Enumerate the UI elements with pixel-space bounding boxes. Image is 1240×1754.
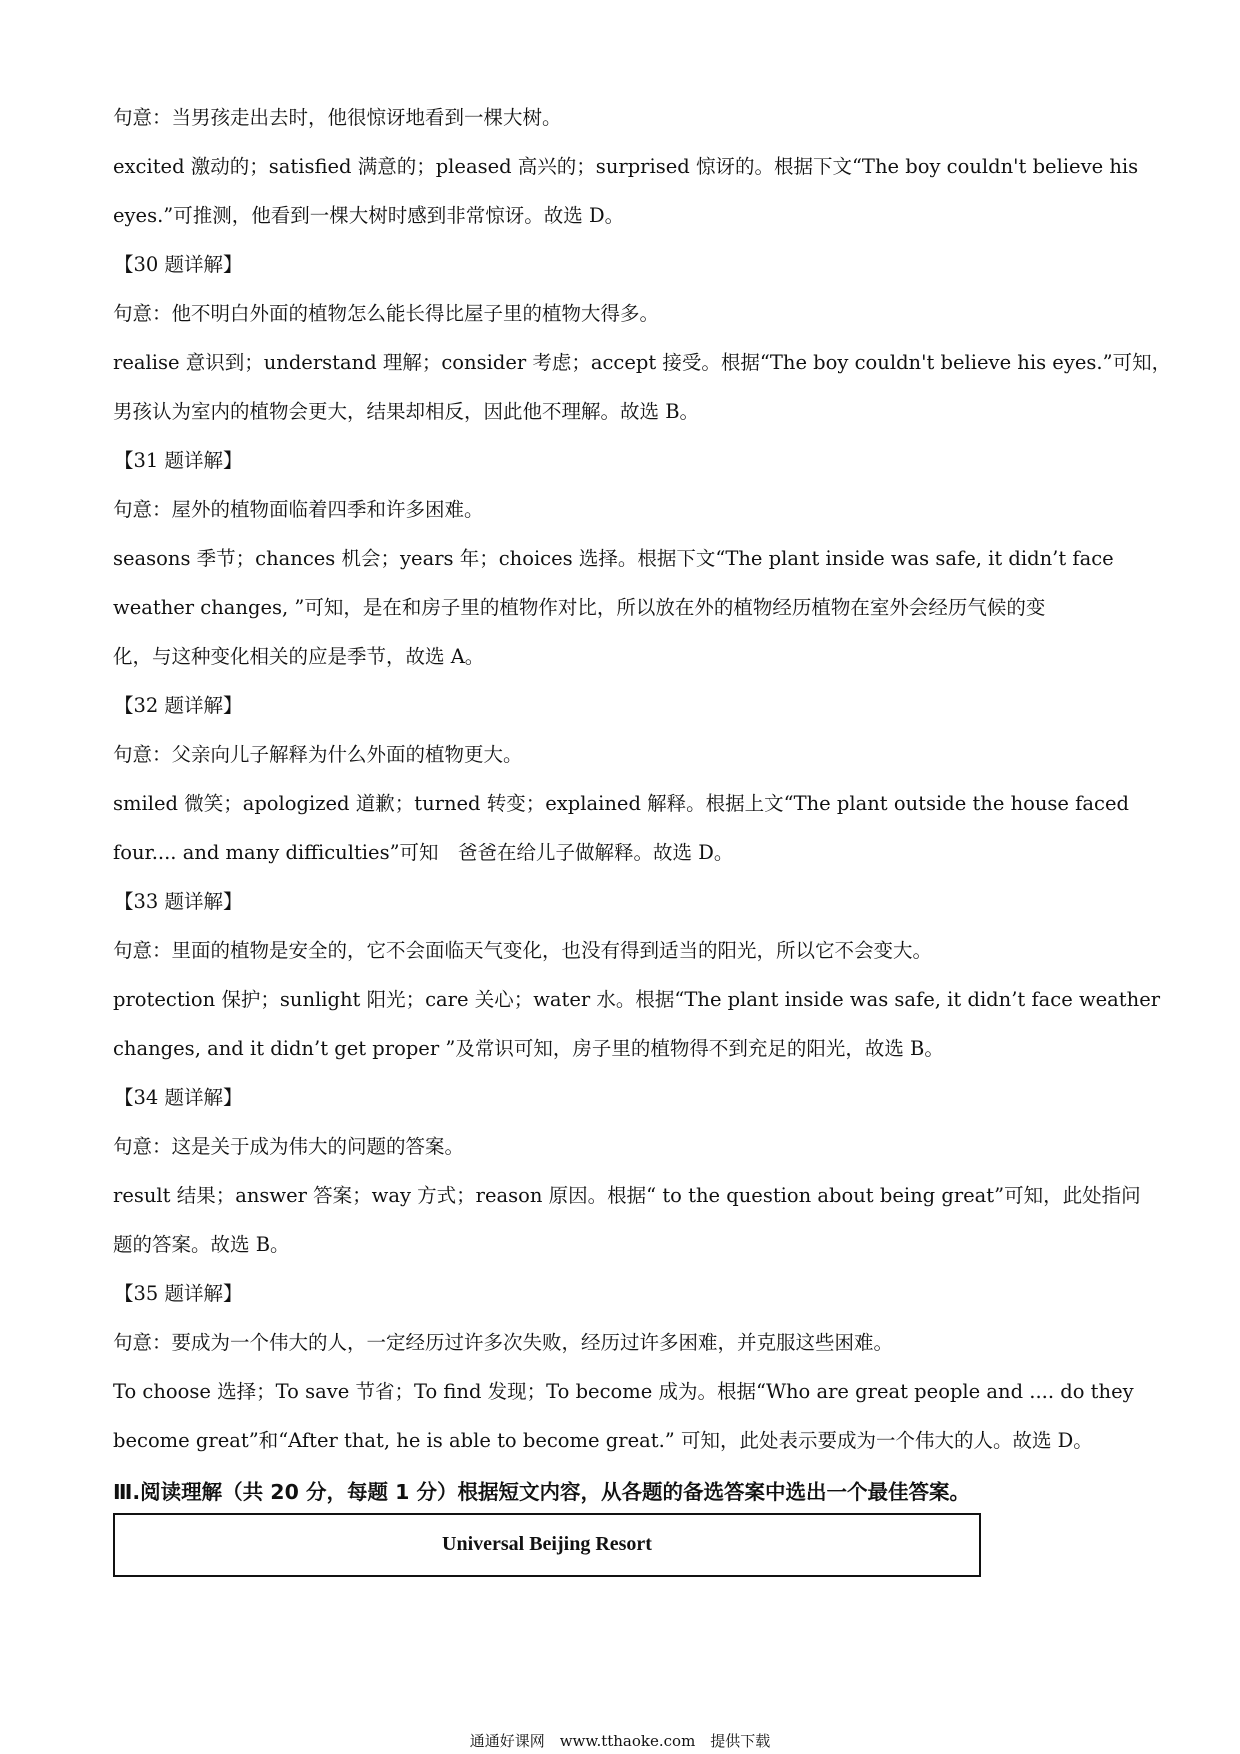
text-line: eyes.”可推测，他看到一棵大树时感到非常惊讶。故选 D。 bbox=[113, 204, 625, 227]
text-line: 句意：要成为一个伟大的人，一定经历过许多次失败，经历过许多困难，并克服这些困难。 bbox=[113, 1331, 894, 1354]
question-heading: 【30 题详解】 bbox=[114, 253, 243, 276]
text-line: realise 意识到；understand 理解；consider 考虑；accept 接受。根据“The boy couldn't believe his eyes.”可知， bbox=[113, 351, 1172, 374]
text-line: 句意：里面的植物是安全的，它不会面临天气变化，也没有得到适当的阳光，所以它不会变大。 bbox=[113, 939, 933, 962]
text-line: become great”和“After that, he is able to become great.” 可知，此处表示要成为一个伟大的人。故选 D。 bbox=[113, 1429, 1093, 1452]
text-line: 句意：这是关于成为伟大的问题的答案。 bbox=[113, 1135, 465, 1158]
text-line: result 结果；answer 答案；way 方式；reason 原因。根据“ to the question about being great”可知，此处指问 bbox=[113, 1184, 1141, 1207]
text-line: 句意：父亲向儿子解释为什么外面的植物更大。 bbox=[113, 743, 523, 766]
text-line: protection 保护；sunlight 阳光；care 关心；water 水。根据“The plant inside was safe, it didn’t face weather bbox=[113, 988, 1161, 1011]
question-heading: 【33 题详解】 bbox=[114, 890, 243, 913]
text-line: seasons 季节；chances 机会；years 年；choices 选择。根据下文“The plant inside was safe, it didn’t face bbox=[113, 547, 1114, 570]
page-footer: 通通好课网 www.tthaoke.com 提供下载 bbox=[469, 1732, 771, 1750]
text-line: 化，与这种变化相关的应是季节，故选 A。 bbox=[113, 645, 485, 668]
question-heading: 【35 题详解】 bbox=[114, 1282, 243, 1305]
text-line: excited 激动的；satisfied 满意的；pleased 高兴的；surprised 惊讶的。根据下文“The boy couldn't believe his bbox=[113, 155, 1139, 178]
passage-title: Universal Beijing Resort bbox=[442, 1533, 652, 1555]
text-line: 句意：他不明白外面的植物怎么能长得比屋子里的植物大得多。 bbox=[113, 302, 660, 325]
passage-title-box bbox=[113, 1513, 981, 1577]
text-line: changes, and it didn’t get proper ”及常识可知，房子里的植物得不到充足的阳光，故选 B。 bbox=[113, 1037, 944, 1060]
text-line: To choose 选择；To save 节省；To find 发现；To become 成为。根据“Who are great people and .... do they bbox=[113, 1380, 1134, 1403]
text-line: weather changes, ”可知，是在和房子里的植物作对比，所以放在外的植物经历植物在室外会经历气候的变 bbox=[113, 596, 1046, 619]
text-line: four.... and many difficulties”可知 爸爸在给儿子做解释。故选 D。 bbox=[113, 841, 734, 864]
text-line: 男孩认为室内的植物会更大，结果却相反，因此他不理解。故选 B。 bbox=[113, 400, 700, 423]
question-heading: 【31 题详解】 bbox=[114, 449, 243, 472]
text-line: 句意：屋外的植物面临着四季和许多困难。 bbox=[113, 498, 484, 521]
text-line: 句意：当男孩走出去时，他很惊讶地看到一棵大树。 bbox=[113, 106, 562, 129]
section-title: Ⅲ.阅读理解（共 20 分，每题 1 分）根据短文内容，从各题的备选答案中选出一个最佳答案。 bbox=[113, 1480, 971, 1504]
question-heading: 【34 题详解】 bbox=[114, 1086, 243, 1109]
text-line: 题的答案。故选 B。 bbox=[113, 1233, 290, 1256]
text-line: smiled 微笑；apologized 道歉；turned 转变；explained 解释。根据上文“The plant outside the house faced bbox=[113, 792, 1129, 815]
question-heading: 【32 题详解】 bbox=[114, 694, 243, 717]
